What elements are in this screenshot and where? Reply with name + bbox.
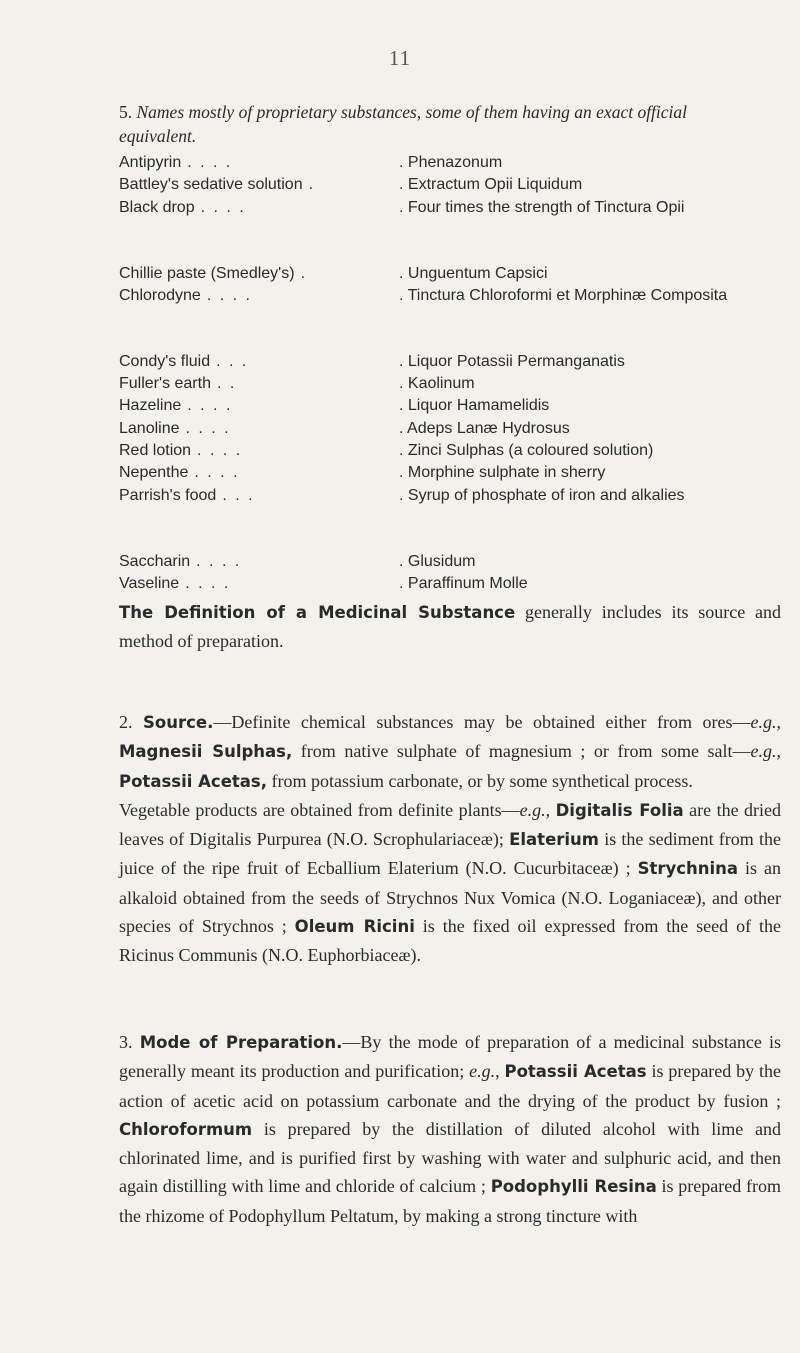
proprietary-name <box>119 285 399 351</box>
proprietary-name-text: Fuller's earth <box>119 375 211 393</box>
source-text: , <box>776 712 781 732</box>
source-text: , <box>776 741 781 762</box>
official-equivalent-text: Tinctura Chloroformi et Morphinæ Composita <box>407 286 728 304</box>
section-heading-text: Names mostly of proprietary substances, some of them having an exact official equivalent. <box>119 102 688 146</box>
mode-text: is prepared by the distillation of diluted alcohol with lime and chlorinated lime, and is purified first by washing with water and sulphuric acid, and then again distilling with lime and chloride of calcium ; <box>119 1118 781 1197</box>
leader-dots: . . <box>216 375 237 393</box>
table-row <box>119 351 769 373</box>
proprietary-name <box>119 573 399 595</box>
official-equivalent-text: Glusidum <box>407 552 476 570</box>
proprietary-name <box>119 551 399 573</box>
definition-text: generally includes its source and method of preparation. <box>119 602 781 652</box>
drug-name-digitalis: Digitalis Folia <box>555 800 684 820</box>
source-number: 2. <box>119 712 144 732</box>
table-row <box>119 373 769 395</box>
proprietary-name <box>119 395 399 417</box>
table-row <box>119 485 769 551</box>
official-equivalent: . Adeps Lanæ Hydrosus <box>399 419 570 437</box>
source-text: Vegetable products are obtained from definite plants— <box>119 799 520 820</box>
leader-dots: . . . . <box>197 442 243 460</box>
proprietary-name <box>119 351 399 373</box>
table-row <box>119 551 769 573</box>
leader-dots: . . . . <box>187 397 233 415</box>
eg-text: e.g. <box>469 1061 496 1082</box>
proprietary-name-text: Chlorodyne <box>119 286 201 304</box>
official-equivalent: . Phenazonum <box>399 154 503 171</box>
proprietary-name-text: Saccharin <box>119 552 191 570</box>
official-equivalent: . Morphine sulphate in sherry <box>399 464 606 482</box>
official-equivalent-text: Morphine sulphate in sherry <box>407 464 606 482</box>
proprietary-name <box>119 418 399 440</box>
source-text: from potassium carbonate, or by some synthetical process. <box>267 770 693 791</box>
drug-name-oleum: Oleum Ricini <box>294 917 415 937</box>
proprietary-name-text: Parrish's food <box>119 486 217 504</box>
drug-name-chloroformum: Chloroformum <box>119 1119 253 1139</box>
proprietary-name-text: Hazeline <box>119 397 182 415</box>
proprietary-name-text: Battley's sedative solution <box>119 176 303 194</box>
drug-name-potassii: Potassii Acetas, <box>119 771 268 791</box>
leader-dots: . . . <box>216 352 249 370</box>
proprietary-name <box>119 462 399 484</box>
source-text: are the dried leaves of Digitalis Purpurea (N.O. Scrophulariaceæ); <box>119 799 781 850</box>
source-text: from native sulphate of magnesium ; or from some salt— <box>292 741 751 762</box>
official-equivalent-text: Adeps Lanæ Hydrosus <box>407 419 570 437</box>
official-equivalent-text: Four times the strength of Tinctura Opii <box>407 198 685 216</box>
definition-term: The Definition of a Medicinal Substance <box>119 603 516 622</box>
definition-paragraph <box>119 598 781 656</box>
official-equivalent: . Glusidum <box>399 552 476 570</box>
source-text: —Definite chemical substances may be obtained either from ores— <box>213 712 751 732</box>
official-equivalent: . Extractum Opii Liquidum <box>399 176 583 194</box>
drug-name-elaterium: Elaterium <box>509 830 599 850</box>
source-section <box>119 708 781 970</box>
source-paragraph-2 <box>119 796 781 970</box>
proprietary-name <box>119 174 399 196</box>
leader-dots: . <box>308 176 316 194</box>
drug-name-strychnina: Strychnina <box>637 859 739 879</box>
official-equivalent: . Liquor Potassii Permanganatis <box>399 352 625 370</box>
source-text: is the sediment from the juice of the ripe fruit of Ecballium Elaterium (N.O. Cucurbitaceæ) ; <box>119 829 781 879</box>
leader-dots: . . . . <box>187 154 233 171</box>
official-equivalent-text: Unguentum Capsici <box>407 264 548 282</box>
section-heading <box>119 100 759 148</box>
drug-name-podophylli: Podophylli Resina <box>490 1177 657 1197</box>
official-equivalent: . Kaolinum <box>399 375 475 393</box>
mode-text: —By the mode of preparation of a medicinal substance is generally meant its production and purification; <box>119 1032 782 1082</box>
eg-text: e.g. <box>750 741 777 762</box>
mode-text: is prepared by the action of acetic acid on potassium carbonate and the drying of the product by fusion ; <box>119 1061 782 1111</box>
table-row <box>119 152 769 174</box>
official-equivalent: . Syrup of phosphate of iron and alkalies <box>399 486 685 504</box>
eg-text: e.g. <box>750 712 777 732</box>
proprietary-name-text: Red lotion <box>119 442 192 460</box>
table-row <box>119 197 769 263</box>
table-row <box>119 440 769 462</box>
table-row <box>119 573 769 595</box>
mode-text: is prepared from the rhizome of Podophyllum Peltatum, by making a strong tincture with <box>119 1176 782 1226</box>
section-number: 5. <box>119 102 133 122</box>
proprietary-name <box>119 152 399 174</box>
table-row <box>119 263 769 285</box>
leader-dots: . . . . <box>185 419 231 437</box>
mode-number: 3. <box>119 1032 140 1052</box>
proprietary-name <box>119 485 399 551</box>
source-text: , <box>545 799 556 820</box>
source-text: is the fixed oil expressed from the seed of the Ricinus Communis (N.O. Euphorbiaceæ). <box>119 916 781 966</box>
official-equivalent: . Tinctura Chloroformi et Morphinæ Composita <box>399 286 728 304</box>
source-title: Source. <box>143 713 214 732</box>
proprietary-name-text: Vaseline <box>119 574 180 592</box>
page-number: 11 <box>388 46 412 70</box>
proprietary-name <box>119 440 399 462</box>
proprietary-name-text: Nepenthe <box>119 464 189 482</box>
leader-dots: . . . <box>222 486 255 504</box>
table-row <box>119 285 769 351</box>
proprietary-name <box>119 263 399 285</box>
proprietary-name-text: Lanoline <box>119 419 180 437</box>
proprietary-name <box>119 197 399 263</box>
drug-name-potassii: Potassii Acetas <box>504 1062 647 1082</box>
mode-text: , <box>495 1061 505 1082</box>
table-row <box>119 462 769 484</box>
proprietary-name-text: Chillie paste (Smedley's) <box>119 264 295 282</box>
official-equivalent-text: Syrup of phosphate of iron and alkalies <box>407 486 685 504</box>
official-equivalent-text: Zinci Sulphas (a coloured solution) <box>407 442 654 460</box>
table-row <box>119 418 769 440</box>
mode-title: Mode of Preparation. <box>139 1033 343 1052</box>
table-row <box>119 174 769 196</box>
drug-name-magnesii: Magnesii Sulphas, <box>119 742 293 762</box>
source-paragraph-1 <box>119 708 781 796</box>
mode-section <box>119 1028 781 1230</box>
leader-dots: . . . . <box>196 552 242 570</box>
equivalents-table <box>119 152 769 595</box>
official-equivalent-text: Liquor Hamamelidis <box>407 397 550 415</box>
official-equivalent: . Four times the strength of Tinctura Opii <box>399 198 685 216</box>
leader-dots: . . . . <box>200 198 246 216</box>
proprietary-name <box>119 373 399 395</box>
official-equivalent: . Unguentum Capsici <box>399 264 548 282</box>
official-equivalent: . Liquor Hamamelidis <box>399 397 550 415</box>
official-equivalent-text: Kaolinum <box>407 375 475 393</box>
proprietary-name-text: Black drop <box>119 198 195 216</box>
official-equivalent-text: Paraffinum Molle <box>407 574 528 592</box>
source-text: is an alkaloid obtained from the seeds of Strychnos Nux Vomica (N.O. Loganiaceæ), and other species of Strychnos ; <box>119 858 781 937</box>
proprietary-name-text: Condy's fluid <box>119 352 211 370</box>
table-row <box>119 395 769 417</box>
official-equivalent-text: Liquor Potassii Permanganatis <box>407 352 625 370</box>
official-equivalent-text: Phenazonum <box>407 154 503 171</box>
official-equivalent: . Zinci Sulphas (a coloured solution) <box>399 442 654 460</box>
official-equivalent-text: Extractum Opii Liquidum <box>407 176 583 194</box>
leader-dots: . . . . <box>185 574 231 592</box>
leader-dots: . . . . <box>206 286 252 304</box>
leader-dots: . . . . <box>194 464 240 482</box>
proprietary-name-text: Antipyrin <box>119 154 182 171</box>
eg-text: e.g. <box>519 799 546 820</box>
leader-dots: . <box>300 264 308 282</box>
official-equivalent: . Paraffinum Molle <box>399 574 528 592</box>
